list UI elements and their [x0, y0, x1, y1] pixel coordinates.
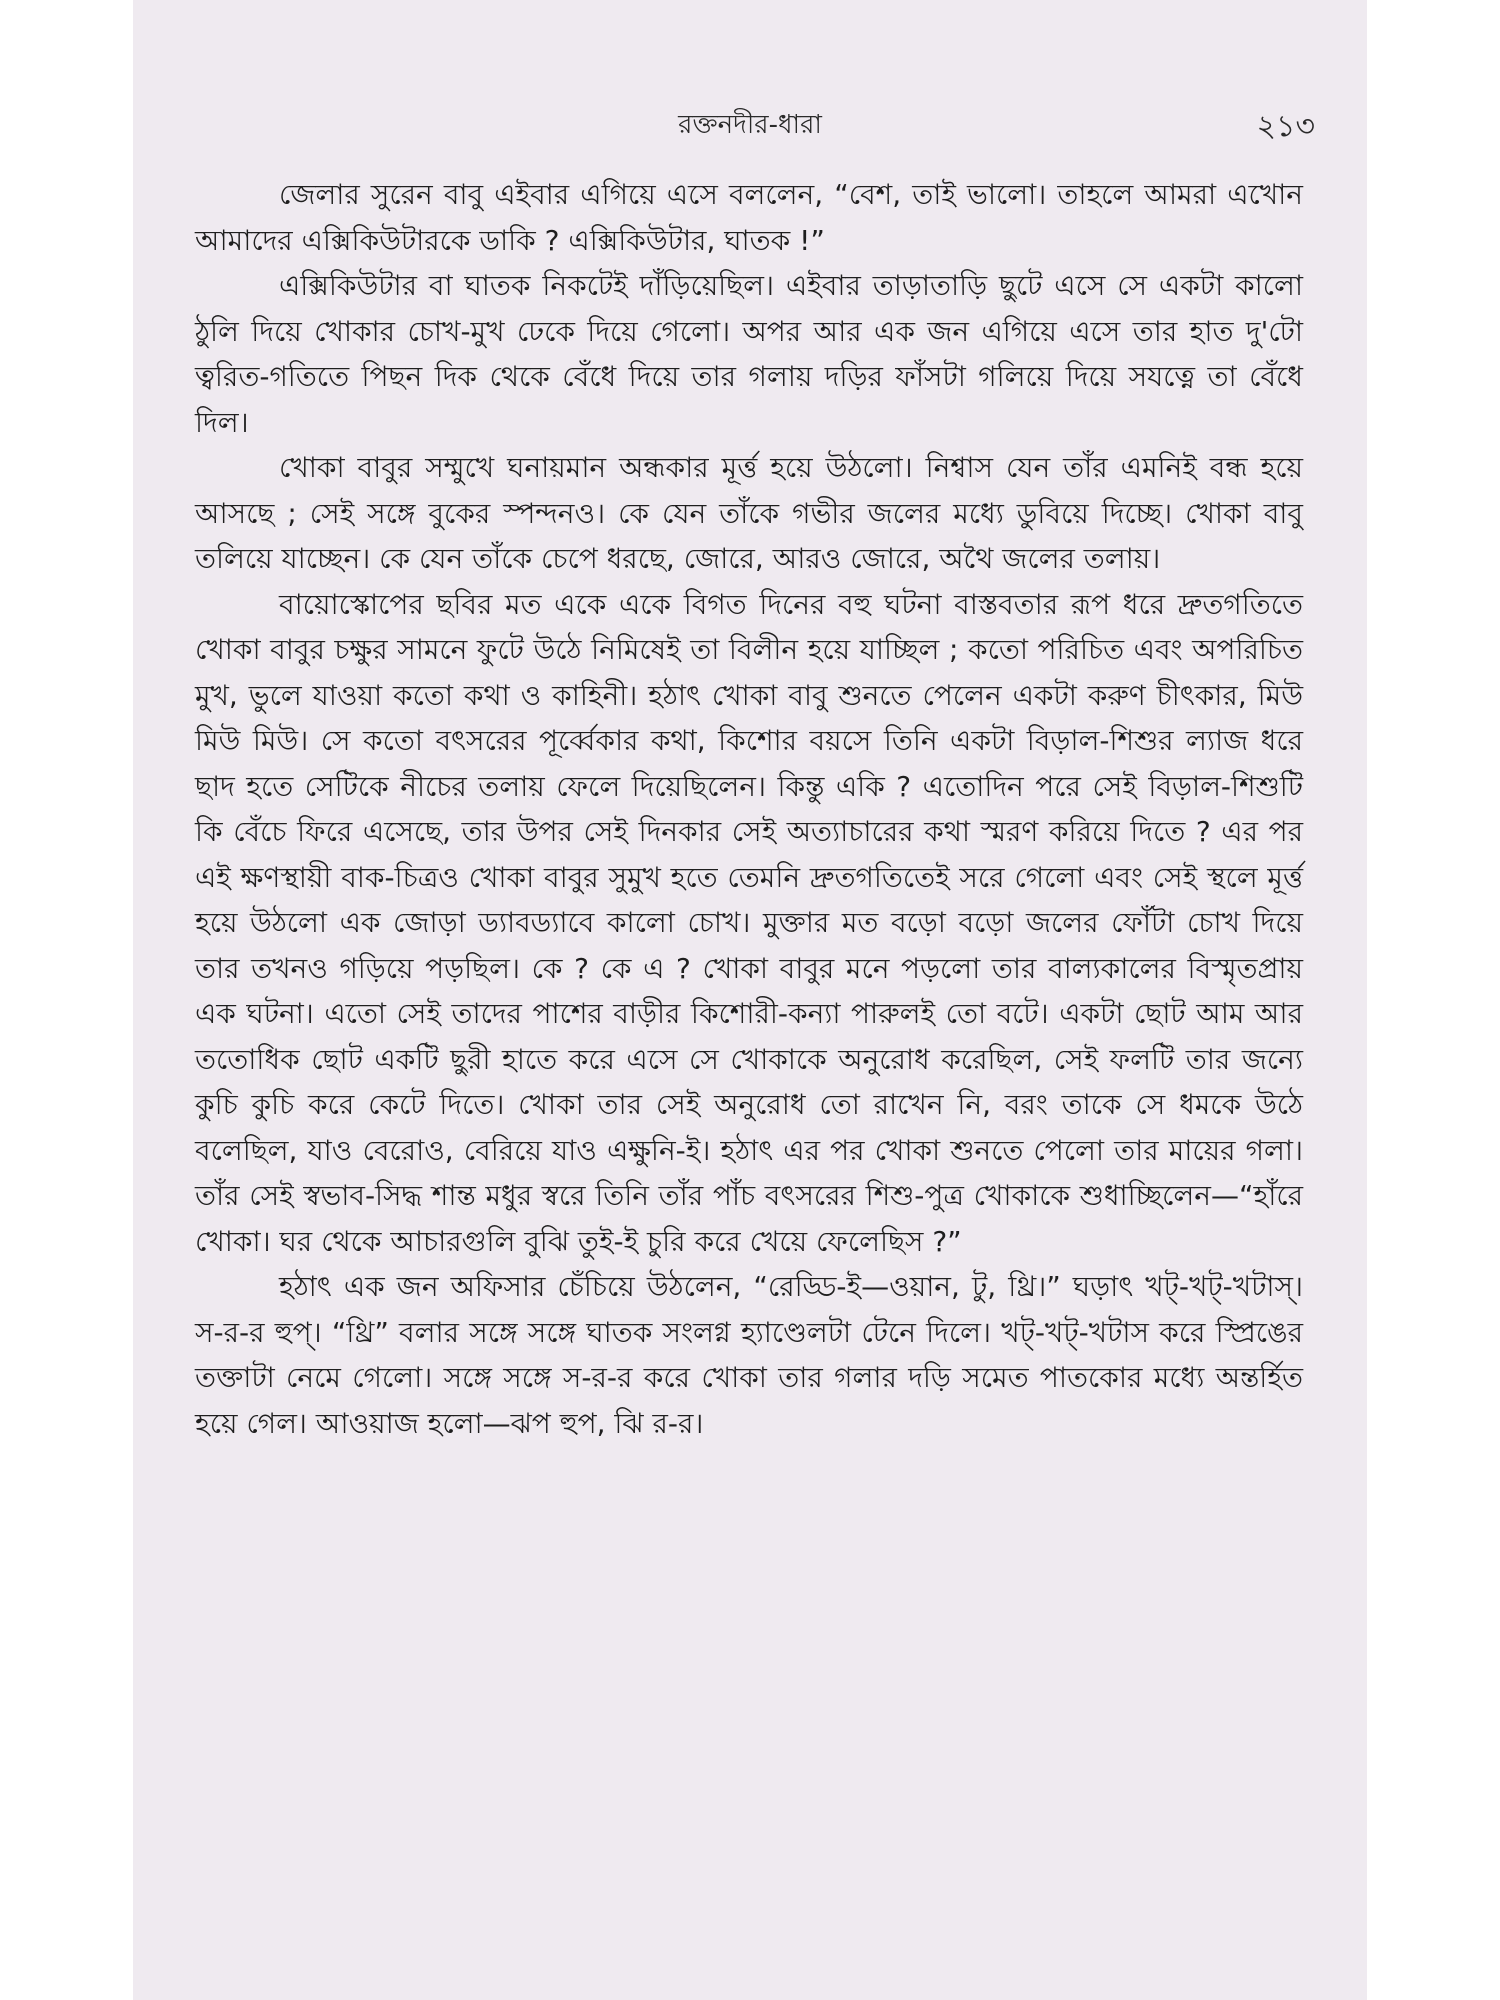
- paragraph: জেলার সুরেন বাবু এইবার এগিয়ে এসে বললেন, “বেশ, তাই ভালো। তাহলে আমরা এখোন আমাদের এক্সিকিউটারকে ডাকি ? এক্সিকিউটার, ঘাতক !”: [195, 178, 1303, 257]
- body-text: [195, 172, 1303, 1446]
- paragraph: খোকা বাবুর সম্মুখে ঘনায়মান অন্ধকার মূর্ত্ত হয়ে উঠলো। নিশ্বাস যেন তাঁর এমনিই বন্ধ হয়ে আসছে ; সেই সঙ্গে বুকের স্পন্দনও। কে যেন তাঁকে গভীর জলের মধ্যে ডুবিয়ে দিচ্ছে। খোকা বাবু তলিয়ে যাচ্ছেন। কে যেন তাঁকে চেপে ধরছে, জোরে, আরও জোরে, অথৈ জলের তলায়।: [195, 451, 1303, 575]
- paragraph: বায়োস্কোপের ছবির মত একে একে বিগত দিনের বহু ঘটনা বাস্তবতার রূপ ধরে দ্রুতগতিতে খোকা বাবুর চক্ষুর সামনে ফুটে উঠে নিমিষেই তা বিলীন হয়ে যাচ্ছিল ; কতো পরিচিত এবং অপরিচিত মুখ, ভুলে যাওয়া কতো কথা ও কাহিনী। হঠাৎ খোকা বাবু শুনতে পেলেন একটা করুণ চীৎকার, মিউ মিউ মিউ। সে কতো বৎসরের পূর্ব্বেকার কথা, কিশোর বয়সে তিনি একটা বিড়াল-শিশুর ল্যাজ ধরে ছাদ হতে সেটিকে নীচের তলায় ফেলে দিয়েছিলেন। কিন্তু একি ? এতোদিন পরে সেই বিড়াল-শিশুটি কি বেঁচে ফিরে এসেছে, তার উপর সেই দিনকার সেই অত্যাচারের কথা স্মরণ করিয়ে দিতে ? এর পর এই ক্ষণস্থায়ী বাক-চিত্রও খোকা বাবুর সুমুখ হতে তেমনি দ্রুতগতিতেই সরে গেলো এবং সেই স্থলে মূর্ত্ত হয়ে উঠলো এক জোড়া ড্যাবড্যাবে কালো চোখ। মুক্তার মত বড়ো বড়ো জলের ফোঁটা চোখ দিয়ে তার তখনও গড়িয়ে পড়ছিল। কে ? কে এ ? খোকা বাবুর মনে পড়লো তার বাল্যকালের বিস্মৃতপ্রায় এক ঘটনা। এতো সেই তাদের পাশের বাড়ীর কিশোরী-কন্যা পারুলই তো বটে। একটা ছোট আম আর ততোধিক ছোট একটি ছুরী হাতে করে এসে সে খোকাকে অনুরোধ করেছিল, সেই ফলটি তার জন্যে কুচি কুচি করে কেটে দিতে। খোকা তার সেই অনুরোধ তো রাখেন নি, বরং তাকে সে ধমকে উঠে বলেছিল, যাও বেরোও, বেরিয়ে যাও এক্ষুনি-ই। হঠাৎ এর পর খোকা শুনতে পেলো তার মায়ের গলা। তাঁর সেই স্বভাব-সিদ্ধ শান্ত মধুর স্বরে তিনি তাঁর পাঁচ বৎসরের শিশু-পুত্র খোকাকে শুধাচ্ছিলেন—“হাঁরে খোকা। ঘর থেকে আচারগুলি বুঝি তুই-ই চুরি করে খেয়ে ফেলেছিস ?”: [195, 587, 1303, 1258]
- paragraph: হঠাৎ এক জন অফিসার চেঁচিয়ে উঠলেন, “রেড্ডি-ই—ওয়ান, টু, থ্রি।” ঘড়াৎ খট্-খট্-খটাস্। স-র-র হুপ্। “থ্রি” বলার সঙ্গে সঙ্গে ঘাতক সংলগ্ন হ্যাণ্ডেলটা টেনে দিলে। খট্-খট্-খটাস করে স্প্রিঙের তক্তাটা নেমে গেলো। সঙ্গে সঙ্গে স-র-র করে খোকা তার গলার দড়ি সমেত পাতকোর মধ্যে অন্তর্হিত হয়ে গেল। আওয়াজ হলো—ঝপ হুপ, ঝি র-র।: [195, 1270, 1303, 1440]
- running-title: রক্তনদীর-ধারা: [678, 110, 822, 140]
- paragraph: এক্সিকিউটার বা ঘাতক নিকটেই দাঁড়িয়েছিল। এইবার তাড়াতাড়ি ছুটে এসে সে একটা কালো ঠুলি দিয়ে খোকার চোখ-মুখ ঢেকে দিয়ে গেলো। অপর আর এক জন এগিয়ে এসে তার হাত দু'টো ত্বরিত-গতিতে পিছন দিক থেকে বেঁধে দিয়ে তার গলায় দড়ির ফাঁসটা গলিয়ে দিয়ে সযত্নে তা বেঁধে দিল।: [195, 269, 1303, 439]
- book-page: [133, 0, 1367, 2000]
- page-header: [133, 100, 1367, 150]
- page-number: ২১৩: [1256, 109, 1315, 144]
